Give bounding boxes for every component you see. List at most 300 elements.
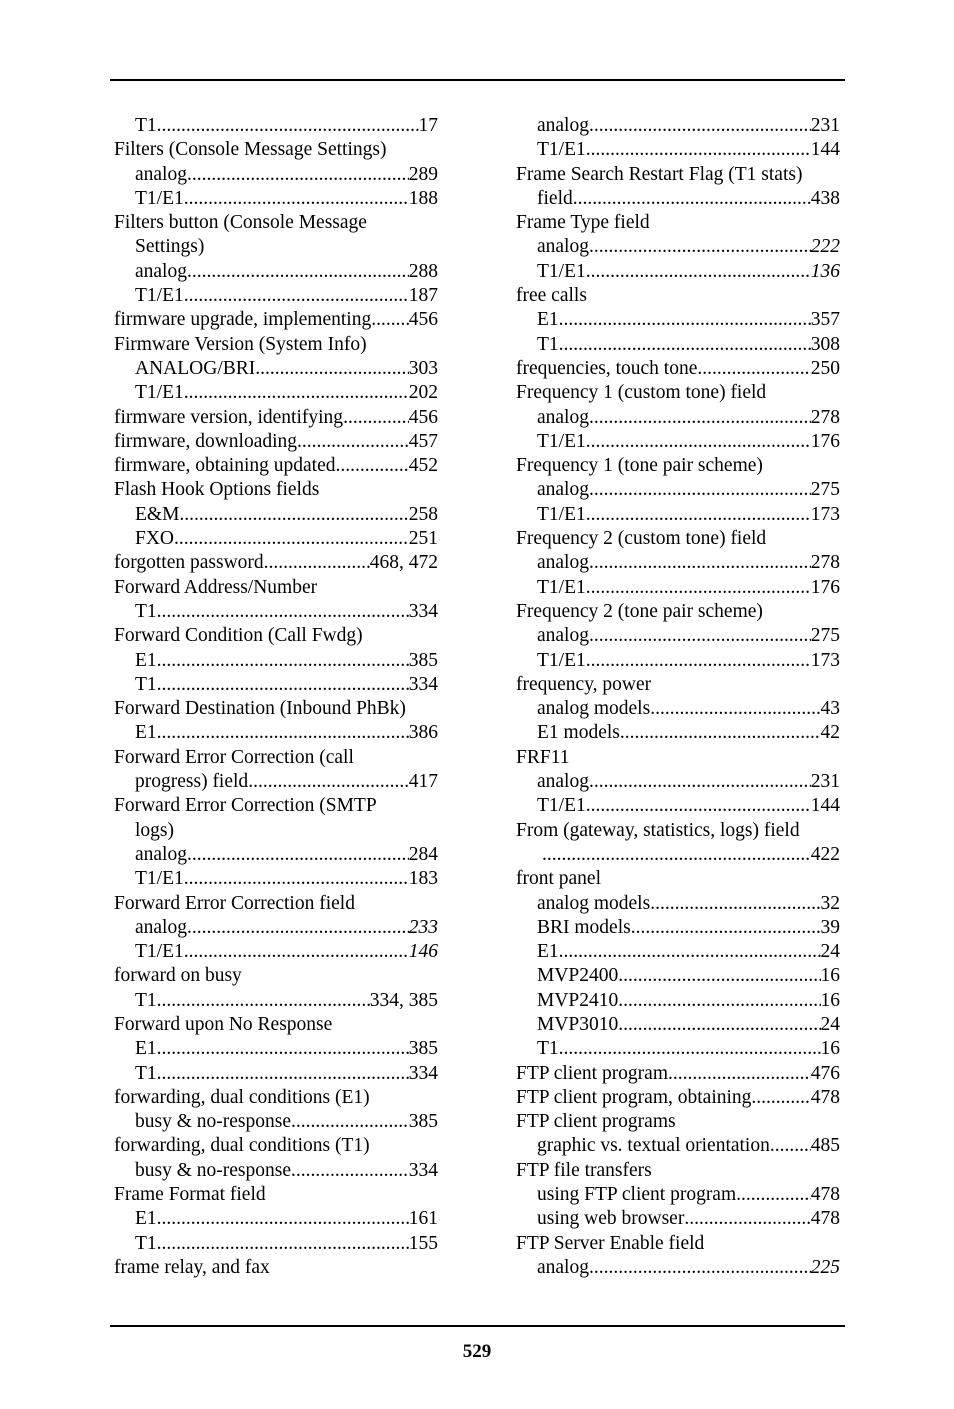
- index-entry: [114, 1256, 438, 1280]
- index-entry: [114, 211, 438, 235]
- index-entry-page: 146: [408, 941, 438, 963]
- index-entry: [516, 1207, 840, 1231]
- index-entry-term: FTP file transfers: [516, 1159, 652, 1181]
- dot-leader: [589, 235, 811, 259]
- index-entry-page: 173: [810, 503, 840, 525]
- index-entry: [516, 1013, 840, 1037]
- index-entry-page: 278: [810, 552, 840, 574]
- index-entry-page: 176: [810, 576, 840, 598]
- index-entry: [516, 454, 840, 478]
- index-entry: [516, 1232, 840, 1256]
- dot-leader: [589, 114, 811, 138]
- index-entry-term: analog: [537, 1256, 589, 1278]
- index-entry-term: FTP client program, obtaining: [516, 1086, 752, 1108]
- index-entry: [114, 964, 438, 988]
- index-entry-term: T1/E1: [537, 139, 586, 161]
- index-entry-term: progress) field: [135, 771, 249, 793]
- index-entry-term: T1: [135, 989, 157, 1011]
- index-entry-page: 278: [810, 406, 840, 428]
- index-entry: [114, 843, 438, 867]
- dot-leader: [184, 187, 409, 211]
- index-entry-term: frequencies, touch tone: [516, 357, 698, 379]
- index-entry-term: using web browser: [537, 1208, 685, 1230]
- index-entry-term: E1: [537, 941, 559, 963]
- index-entry: [516, 1037, 840, 1061]
- index-entry-term: E1: [537, 309, 559, 331]
- dot-leader: [371, 308, 409, 332]
- dot-leader: [184, 940, 409, 964]
- index-entry: [114, 551, 438, 575]
- index-entry: [114, 770, 438, 794]
- index-entry-page: 452: [408, 455, 438, 477]
- index-entry: [114, 916, 438, 940]
- index-entry-term: front panel: [516, 868, 602, 890]
- dot-leader: [586, 430, 811, 454]
- index-entry-term: T1/E1: [537, 260, 586, 282]
- dot-leader: [650, 892, 820, 916]
- dot-leader: [157, 1232, 409, 1256]
- index-entry-term: From (gateway, statistics, logs) field: [516, 819, 800, 841]
- dot-leader: [589, 478, 811, 502]
- index-entry-term: analog: [537, 771, 589, 793]
- index-entry-term: Frequency 2 (tone pair scheme): [516, 600, 763, 622]
- index-entry-term: MVP2410: [537, 989, 619, 1011]
- dot-leader: [157, 600, 409, 624]
- index-entry: [516, 381, 840, 405]
- dot-leader: [291, 1159, 409, 1183]
- index-entry-page: 303: [408, 357, 438, 379]
- index-entry-term: analog: [537, 406, 589, 428]
- index-entry-page: 17: [418, 115, 438, 136]
- index-entry: [516, 794, 840, 818]
- dot-leader: [187, 916, 409, 940]
- index-entry-page: 438: [810, 187, 840, 209]
- index-entry: [516, 551, 840, 575]
- dot-leader: [631, 916, 821, 940]
- index-entry-page: 233: [408, 916, 438, 938]
- index-entry: [114, 260, 438, 284]
- index-entry: [516, 163, 840, 187]
- index-entry: [114, 1207, 438, 1231]
- index-entry-term: firmware upgrade, implementing: [114, 309, 372, 331]
- dot-leader: [157, 649, 409, 673]
- index-entry: [114, 284, 438, 308]
- dot-leader: [559, 333, 811, 357]
- index-entry: [114, 308, 438, 332]
- index-entry-page: 385: [408, 1111, 438, 1133]
- index-entry-term: analog: [537, 236, 589, 258]
- index-entry-page: 176: [810, 430, 840, 452]
- index-entry: [516, 406, 840, 430]
- index-entry-term: Forward Condition (Call Fwdg): [114, 625, 363, 647]
- index-entry-term: Frequency 1 (tone pair scheme): [516, 455, 763, 477]
- index-entry-term: E1: [135, 722, 157, 744]
- index-entry-term: forgotten password: [114, 552, 264, 574]
- index-entry-term: Filters (Console Message Settings): [114, 139, 387, 161]
- dot-leader: [618, 964, 820, 988]
- index-entry-page: 24: [820, 1013, 840, 1035]
- index-entry: [114, 454, 438, 478]
- index-entry-page: 16: [820, 1038, 840, 1060]
- index-entry-page: 334: [408, 600, 438, 622]
- index-entry-term: T1: [135, 1232, 157, 1254]
- dot-leader: [573, 187, 811, 211]
- index-entry: [114, 673, 438, 697]
- index-entry: [516, 1183, 840, 1207]
- index-entry-page: 42: [820, 722, 840, 744]
- index-entry: [516, 1159, 840, 1183]
- index-entry-term: forward on busy: [114, 965, 242, 987]
- index-entry: [516, 284, 840, 308]
- index-entry-term: forwarding, dual conditions (T1): [114, 1135, 370, 1157]
- dot-leader: [187, 260, 409, 284]
- index-entry: [114, 892, 438, 916]
- dot-leader: [157, 989, 370, 1013]
- dot-leader: [618, 989, 820, 1013]
- index-entry: [516, 187, 840, 211]
- index-entry-page: 468, 472: [369, 552, 438, 574]
- index-entry-page: 155: [408, 1232, 438, 1254]
- index-entry-term: firmware, downloading: [114, 430, 298, 452]
- index-entry: [516, 527, 840, 551]
- index-entry: [114, 114, 438, 138]
- index-entry-page: 385: [408, 1038, 438, 1060]
- index-entry: [516, 138, 840, 162]
- dot-leader: [586, 503, 811, 527]
- index-entry: [114, 187, 438, 211]
- index-entry-page: 144: [810, 795, 840, 817]
- index-entry-term: T1/E1: [135, 285, 184, 307]
- index-entry-page: 422: [810, 843, 840, 865]
- index-entry: [114, 1134, 438, 1158]
- page-number: 529: [462, 1341, 492, 1362]
- index-entry-term: FTP Server Enable field: [516, 1232, 705, 1254]
- index-entry: [114, 1232, 438, 1256]
- dot-leader: [559, 308, 811, 332]
- dot-leader: [184, 867, 409, 891]
- index-entry-term: E&M: [135, 503, 180, 525]
- index-entry-term: T1/E1: [135, 382, 184, 404]
- index-entry: [114, 1183, 438, 1207]
- index-entry: [516, 1256, 840, 1280]
- dot-leader: [248, 770, 409, 794]
- index-entry-page: 24: [820, 941, 840, 963]
- index-entry-term: analog: [537, 552, 589, 574]
- index-entry-page: 478: [810, 1208, 840, 1230]
- index-entry-term: MVP2400: [537, 965, 619, 987]
- index-entry-page: 275: [810, 479, 840, 501]
- index-entry-page: 334, 385: [369, 989, 438, 1011]
- dot-leader: [684, 1207, 810, 1231]
- index-entry: [516, 721, 840, 745]
- index-entry-term: T1: [135, 115, 157, 136]
- index-entry-page: 476: [810, 1062, 840, 1084]
- index-entry-term: logs): [135, 819, 174, 841]
- index-entry-term: E1 models: [537, 722, 620, 744]
- dot-leader: [542, 843, 811, 867]
- dot-leader: [589, 770, 811, 794]
- dot-leader: [736, 1183, 811, 1207]
- index-entry-page: 334: [408, 673, 438, 695]
- index-entry: [516, 503, 840, 527]
- index-entry-term: T1/E1: [135, 868, 184, 890]
- index-entry-page: 16: [820, 965, 840, 987]
- index-entry-term: MVP3010: [537, 1013, 619, 1035]
- index-entry: [516, 843, 840, 867]
- index-entry-term: T1: [135, 1062, 157, 1084]
- dot-leader: [297, 430, 409, 454]
- index-entry-term: FTP client program: [516, 1062, 669, 1084]
- index-entry-term: busy & no-response: [135, 1159, 291, 1181]
- dot-leader: [589, 406, 811, 430]
- index-entry: [114, 1110, 438, 1134]
- dot-leader: [174, 527, 409, 551]
- index-entry-term: T1/E1: [135, 187, 184, 209]
- index-entry: [516, 964, 840, 988]
- index-entry-page: 308: [810, 333, 840, 355]
- index-entry: [516, 114, 840, 138]
- index-entry-term: E1: [135, 1208, 157, 1230]
- index-entry-term: T1: [135, 673, 157, 695]
- index-entry-page: 136: [810, 260, 840, 282]
- index-entry-term: Settings): [135, 236, 205, 258]
- index-entry: [114, 478, 438, 502]
- index-entry-term: analog: [537, 479, 589, 501]
- index-entry-page: 173: [810, 649, 840, 671]
- index-entry-page: 457: [408, 430, 438, 452]
- dot-leader: [187, 163, 409, 187]
- index-entry: [114, 624, 438, 648]
- index-entry-term: Firmware Version (System Info): [114, 333, 367, 355]
- dot-leader: [335, 454, 408, 478]
- index-entry-term: BRI models: [537, 916, 631, 938]
- index-entry-term: analog: [135, 260, 187, 282]
- index-entry-term: FXO: [135, 528, 175, 550]
- index-entry-term: Filters button (Console Message: [114, 212, 367, 234]
- index-entry: [516, 673, 840, 697]
- index-entry: [114, 721, 438, 745]
- index-entry: [114, 1037, 438, 1061]
- index-entry-term: FRF11: [516, 746, 570, 768]
- index-entry-term: analog: [135, 916, 187, 938]
- index-entry-term: Frequency 1 (custom tone) field: [516, 382, 767, 404]
- header-rule: [110, 79, 845, 81]
- dot-leader: [618, 1013, 820, 1037]
- index-entry-page: 275: [810, 625, 840, 647]
- index-entry-term: forwarding, dual conditions (E1): [114, 1086, 370, 1108]
- index-entry: [114, 1086, 438, 1110]
- index-column-left: [114, 114, 438, 1280]
- dot-leader: [184, 381, 409, 405]
- dot-leader: [343, 406, 409, 430]
- index-entry: [516, 624, 840, 648]
- index-entry-page: 478: [810, 1184, 840, 1206]
- index-entry: [114, 1013, 438, 1037]
- index-entry-term: T1: [537, 1038, 559, 1060]
- dot-leader: [586, 138, 811, 162]
- index-entry-term: analog: [135, 163, 187, 185]
- index-entry-term: T1/E1: [537, 503, 586, 525]
- dot-leader: [650, 697, 820, 721]
- index-entry-term: analog models: [537, 892, 651, 914]
- index-entry-page: 385: [408, 649, 438, 671]
- index-entry-term: Flash Hook Options fields: [114, 479, 320, 501]
- index-entry-term: free calls: [516, 285, 587, 307]
- dot-leader: [589, 1256, 811, 1280]
- index-entry-page: 231: [810, 115, 840, 136]
- index-entry: [114, 576, 438, 600]
- index-entry: [516, 308, 840, 332]
- index-entry-page: 456: [408, 309, 438, 331]
- index-entry-term: T1: [135, 600, 157, 622]
- index-entry: [516, 1062, 840, 1086]
- index-entry: [516, 867, 840, 891]
- dot-leader: [255, 357, 409, 381]
- index-entry-term: Frame Search Restart Flag (T1 stats): [516, 163, 803, 185]
- index-entry-page: 386: [408, 722, 438, 744]
- index-entry: [114, 406, 438, 430]
- index-entry-term: using FTP client program: [537, 1184, 737, 1206]
- index-entry-term: Forward Error Correction field: [114, 892, 355, 914]
- index-entry: [114, 649, 438, 673]
- index-entry-page: 16: [820, 989, 840, 1011]
- dot-leader: [589, 624, 811, 648]
- index-entry-term: frequency, power: [516, 673, 652, 695]
- index-entry-page: 284: [408, 843, 438, 865]
- index-entry-page: 334: [408, 1159, 438, 1181]
- index-entry-term: field: [537, 187, 573, 209]
- dot-leader: [586, 260, 811, 284]
- index-entry-term: T1/E1: [537, 649, 586, 671]
- index-entry: [516, 576, 840, 600]
- index-entry-term: analog: [537, 115, 589, 136]
- index-entry-page: 225: [810, 1256, 840, 1278]
- index-entry: [516, 1134, 840, 1158]
- dot-leader: [559, 940, 821, 964]
- index-entry: [516, 600, 840, 624]
- index-entry-term: Forward Address/Number: [114, 576, 318, 598]
- index-entry-page: 39: [820, 916, 840, 938]
- dot-leader: [751, 1086, 810, 1110]
- index-entry: [516, 260, 840, 284]
- dot-leader: [264, 551, 370, 575]
- dot-leader: [586, 794, 811, 818]
- index-entry: [516, 697, 840, 721]
- index-entry-term: graphic vs. textual orientation: [537, 1135, 770, 1157]
- index-entry-page: 144: [810, 139, 840, 161]
- dot-leader: [184, 284, 409, 308]
- index-entry: [114, 697, 438, 721]
- index-entry-term: Forward Destination (Inbound PhBk): [114, 698, 406, 720]
- dot-leader: [668, 1062, 811, 1086]
- index-entry-page: 417: [408, 771, 438, 793]
- index-entry-page: 202: [408, 382, 438, 404]
- index-entry-term: T1: [537, 333, 559, 355]
- index-entry: [516, 478, 840, 502]
- index-entry: [114, 867, 438, 891]
- index-entry: [516, 892, 840, 916]
- dot-leader: [589, 551, 811, 575]
- index-entry: [516, 649, 840, 673]
- index-entry-term: firmware version, identifying: [114, 406, 344, 428]
- dot-leader: [157, 114, 419, 138]
- dot-leader: [770, 1134, 811, 1158]
- index-entry: [516, 819, 840, 843]
- index-entry: [114, 138, 438, 162]
- index-entry-term: T1/E1: [537, 795, 586, 817]
- index-entry-page: 231: [810, 771, 840, 793]
- dot-leader: [179, 503, 408, 527]
- index-entry-term: analog models: [537, 698, 651, 720]
- index-entry-term: analog: [537, 625, 589, 647]
- index-entry: [114, 503, 438, 527]
- dot-leader: [157, 1207, 409, 1231]
- index-entry: [114, 746, 438, 770]
- index-entry-term: Forward Error Correction (call: [114, 746, 354, 768]
- index-entry: [114, 381, 438, 405]
- dot-leader: [157, 721, 409, 745]
- dot-leader: [157, 1062, 409, 1086]
- index-entry: [114, 794, 438, 818]
- dot-leader: [620, 721, 821, 745]
- index-entry: [114, 940, 438, 964]
- index-entry-term: analog: [135, 843, 187, 865]
- index-entry: [516, 430, 840, 454]
- dot-leader: [697, 357, 810, 381]
- index-entry-term: busy & no-response: [135, 1111, 291, 1133]
- index-entry-page: 222: [810, 236, 840, 258]
- index-entry: [114, 989, 438, 1013]
- index-entry: [516, 1110, 840, 1134]
- index-entry-term: Forward upon No Response: [114, 1013, 333, 1035]
- index-entry: [516, 357, 840, 381]
- index-entry-page: 188: [408, 187, 438, 209]
- index-entry: [114, 235, 438, 259]
- index-entry-page: 258: [408, 503, 438, 525]
- index-entry-page: 485: [810, 1135, 840, 1157]
- index-entry-page: 250: [810, 357, 840, 379]
- index-entry-term: firmware, obtaining updated: [114, 455, 336, 477]
- index-entry: [114, 430, 438, 454]
- dot-leader: [157, 1037, 409, 1061]
- index-entry-term: Forward Error Correction (SMTP: [114, 795, 377, 817]
- index-entry: [516, 770, 840, 794]
- index-entry-term: frame relay, and fax: [114, 1256, 270, 1278]
- index-entry: [516, 916, 840, 940]
- index-entry-page: 357: [810, 309, 840, 331]
- index-entry: [114, 527, 438, 551]
- index-entry: [114, 357, 438, 381]
- index-entry-term: T1/E1: [537, 430, 586, 452]
- index-entry: [114, 600, 438, 624]
- dot-leader: [187, 843, 409, 867]
- index-entry-term: T1/E1: [135, 941, 184, 963]
- index-column-right: [516, 114, 840, 1280]
- index-entry-term: Frequency 2 (custom tone) field: [516, 528, 767, 550]
- index-entry: [516, 746, 840, 770]
- index-entry-page: 334: [408, 1062, 438, 1084]
- index-entry-term: Frame Type field: [516, 212, 650, 234]
- dot-leader: [291, 1110, 409, 1134]
- dot-leader: [586, 649, 811, 673]
- index-entry-page: 478: [810, 1086, 840, 1108]
- index-entry-term: E1: [135, 1038, 157, 1060]
- index-entry-term: FTP client programs: [516, 1111, 676, 1133]
- index-entry-term: E1: [135, 649, 157, 671]
- index-entry-page: 251: [408, 528, 438, 550]
- index-entry-page: 187: [408, 285, 438, 307]
- index-entry: [516, 211, 840, 235]
